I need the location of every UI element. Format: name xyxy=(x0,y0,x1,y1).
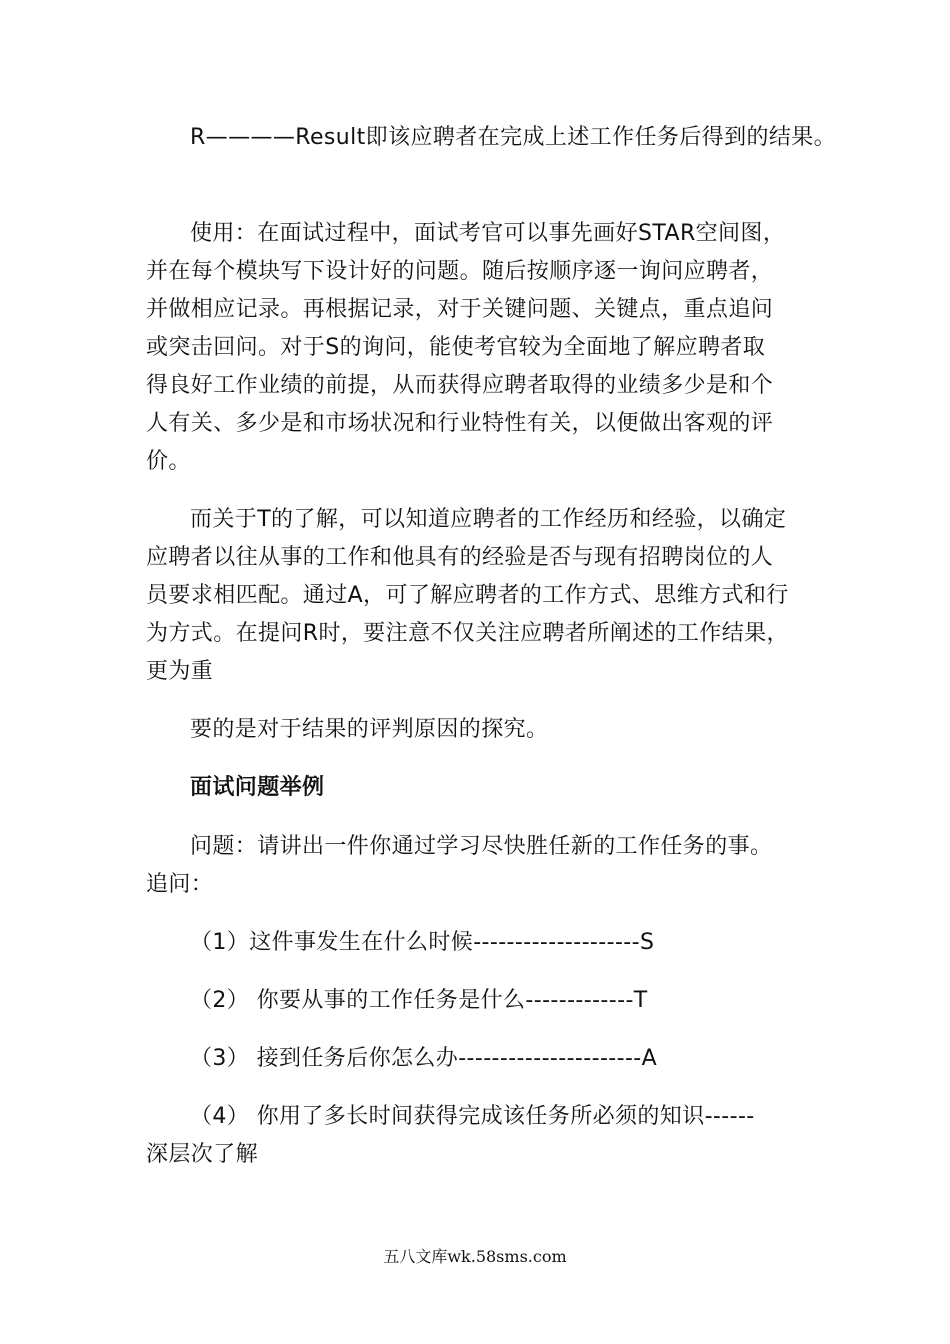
page-footer: 五八文库wk.58sms.com xyxy=(383,1247,567,1266)
section-heading: 面试问题举例 xyxy=(190,775,325,800)
result-definition: R————Result即该应聘者在完成上述工作任务后得到的结果。 xyxy=(190,125,837,150)
usage-paragraph-line-3: 并做相应记录。再根据记录，对于关键问题、关键点，重点追问 xyxy=(146,297,774,322)
usage-paragraph-line-1: 使用：在面试过程中，面试考官可以事先画好STAR空间图， xyxy=(190,221,786,246)
tar-paragraph-line-3: 员要求相匹配。通过A，可了解应聘者的工作方式、思维方式和行 xyxy=(146,583,789,608)
follow-up-item-2: （2） 你要从事的工作任务是什么-------------T xyxy=(190,988,648,1013)
tar-paragraph-line-4: 为方式。在提问R时，要注意不仅关注应聘者所阐述的工作结果， xyxy=(146,621,789,646)
follow-up-item-4-continuation: 深层次了解 xyxy=(146,1142,259,1167)
usage-paragraph-line-6: 人有关、多少是和市场状况和行业特性有关，以便做出客观的评 xyxy=(146,411,774,436)
question-line: 问题：请讲出一件你通过学习尽快胜任新的工作任务的事。 xyxy=(190,834,773,859)
tar-paragraph-continuation: 要的是对于结果的评判原因的探究。 xyxy=(190,717,549,742)
usage-paragraph-line-2: 并在每个模块写下设计好的问题。随后按顺序逐一询问应聘者， xyxy=(146,259,774,284)
usage-paragraph-line-7: 价。 xyxy=(146,449,191,474)
tar-paragraph-line-5: 更为重 xyxy=(146,659,214,684)
follow-up-label: 追问： xyxy=(146,872,214,897)
follow-up-item-4: （4） 你用了多长时间获得完成该任务所必须的知识------ xyxy=(190,1104,755,1129)
tar-paragraph-line-2: 应聘者以往从事的工作和他具有的经验是否与现有招聘岗位的人 xyxy=(146,545,774,570)
follow-up-item-3: （3） 接到任务后你怎么办----------------------A xyxy=(190,1046,658,1071)
usage-paragraph-line-5: 得良好工作业绩的前提，从而获得应聘者取得的业绩多少是和个 xyxy=(146,373,774,398)
usage-paragraph-line-4: 或突击回问。对于S的询问，能使考官较为全面地了解应聘者取 xyxy=(146,335,766,360)
tar-paragraph-line-1: 而关于T的了解，可以知道应聘者的工作经历和经验，以确定 xyxy=(190,507,787,532)
follow-up-item-1: （1）这件事发生在什么时候--------------------S xyxy=(190,930,655,955)
